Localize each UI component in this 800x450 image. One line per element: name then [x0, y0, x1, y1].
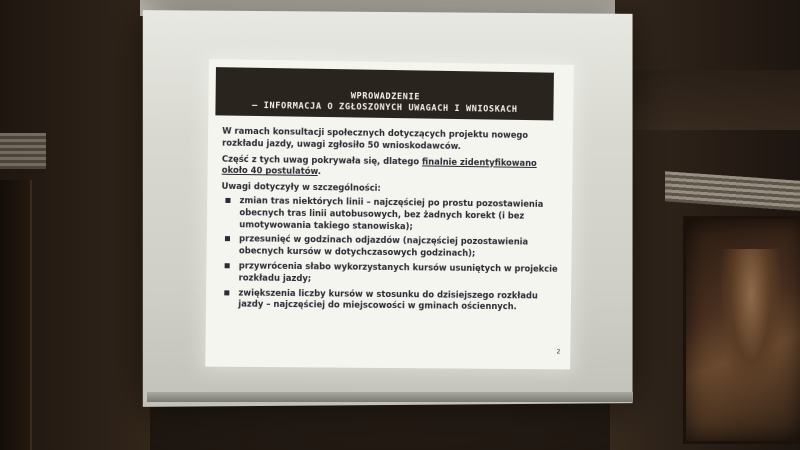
wall-painting — [683, 216, 800, 444]
square-bullet-icon — [225, 236, 230, 241]
list-item — [220, 287, 560, 314]
slide-title: WPROWADZENIE — [350, 91, 421, 103]
square-bullet-icon — [224, 290, 229, 295]
projected-slide — [205, 59, 574, 369]
list-intro: Uwagi dotyczyły w szczególności: — [221, 180, 381, 194]
slide-header — [215, 67, 554, 120]
wall-vent-left — [0, 133, 46, 169]
paragraph-postulates — [222, 153, 562, 181]
paragraph-postulates-suffix: . — [317, 166, 322, 177]
page-number: 2 — [556, 348, 561, 356]
door-frame — [0, 180, 32, 450]
list-item — [220, 260, 560, 287]
list-item-text: przesunięć w godzinach odjazdów (najczęściej pozostawienia obecnych kursów w dotychczasowych godzinach); — [238, 233, 529, 259]
ceiling-beam — [612, 70, 800, 130]
paragraph-postulates-prefix: Część z tych uwag pokrywała się, dlatego — [221, 153, 423, 167]
paragraph-consultation: W ramach konsultacji społecznych dotyczących projektu nowego rozkładu jazdy, uwagi zgłosiło 50 wnioskodawców. — [222, 125, 529, 151]
square-bullet-icon — [225, 263, 230, 268]
painting-figure — [721, 249, 781, 399]
slide-body — [220, 126, 562, 317]
list-item-text: przywrócenia słabo wykorzystanych kursów usuniętych w projekcie rozkładu jazdy; — [238, 260, 558, 283]
bullet-list — [220, 195, 561, 314]
list-item — [221, 233, 561, 260]
list-item-text: zmian tras niektórych linii – najczęściej po prostu pozostawienia obecnych tras linii autobusowych, bez żadnych korekt (i bez umotywowania takiego stanowiska); — [239, 195, 544, 231]
screen-bottom-bar — [147, 392, 633, 402]
list-item-text: zwiększenia liczby kursów w stosunku do dzisiejszego rozkładu jazdy – najczęściej do miejscowości w gminach ościennych. — [238, 287, 538, 312]
square-bullet-icon — [225, 198, 230, 203]
paragraph-postulates-underlined: finalnie zidentyfikowano około 40 postulatów — [221, 156, 537, 177]
slide-subtitle: – INFORMACJA O ZGŁOSZONYCH UWAGACH I WNIOSKACH — [251, 100, 518, 115]
list-item — [221, 195, 561, 235]
